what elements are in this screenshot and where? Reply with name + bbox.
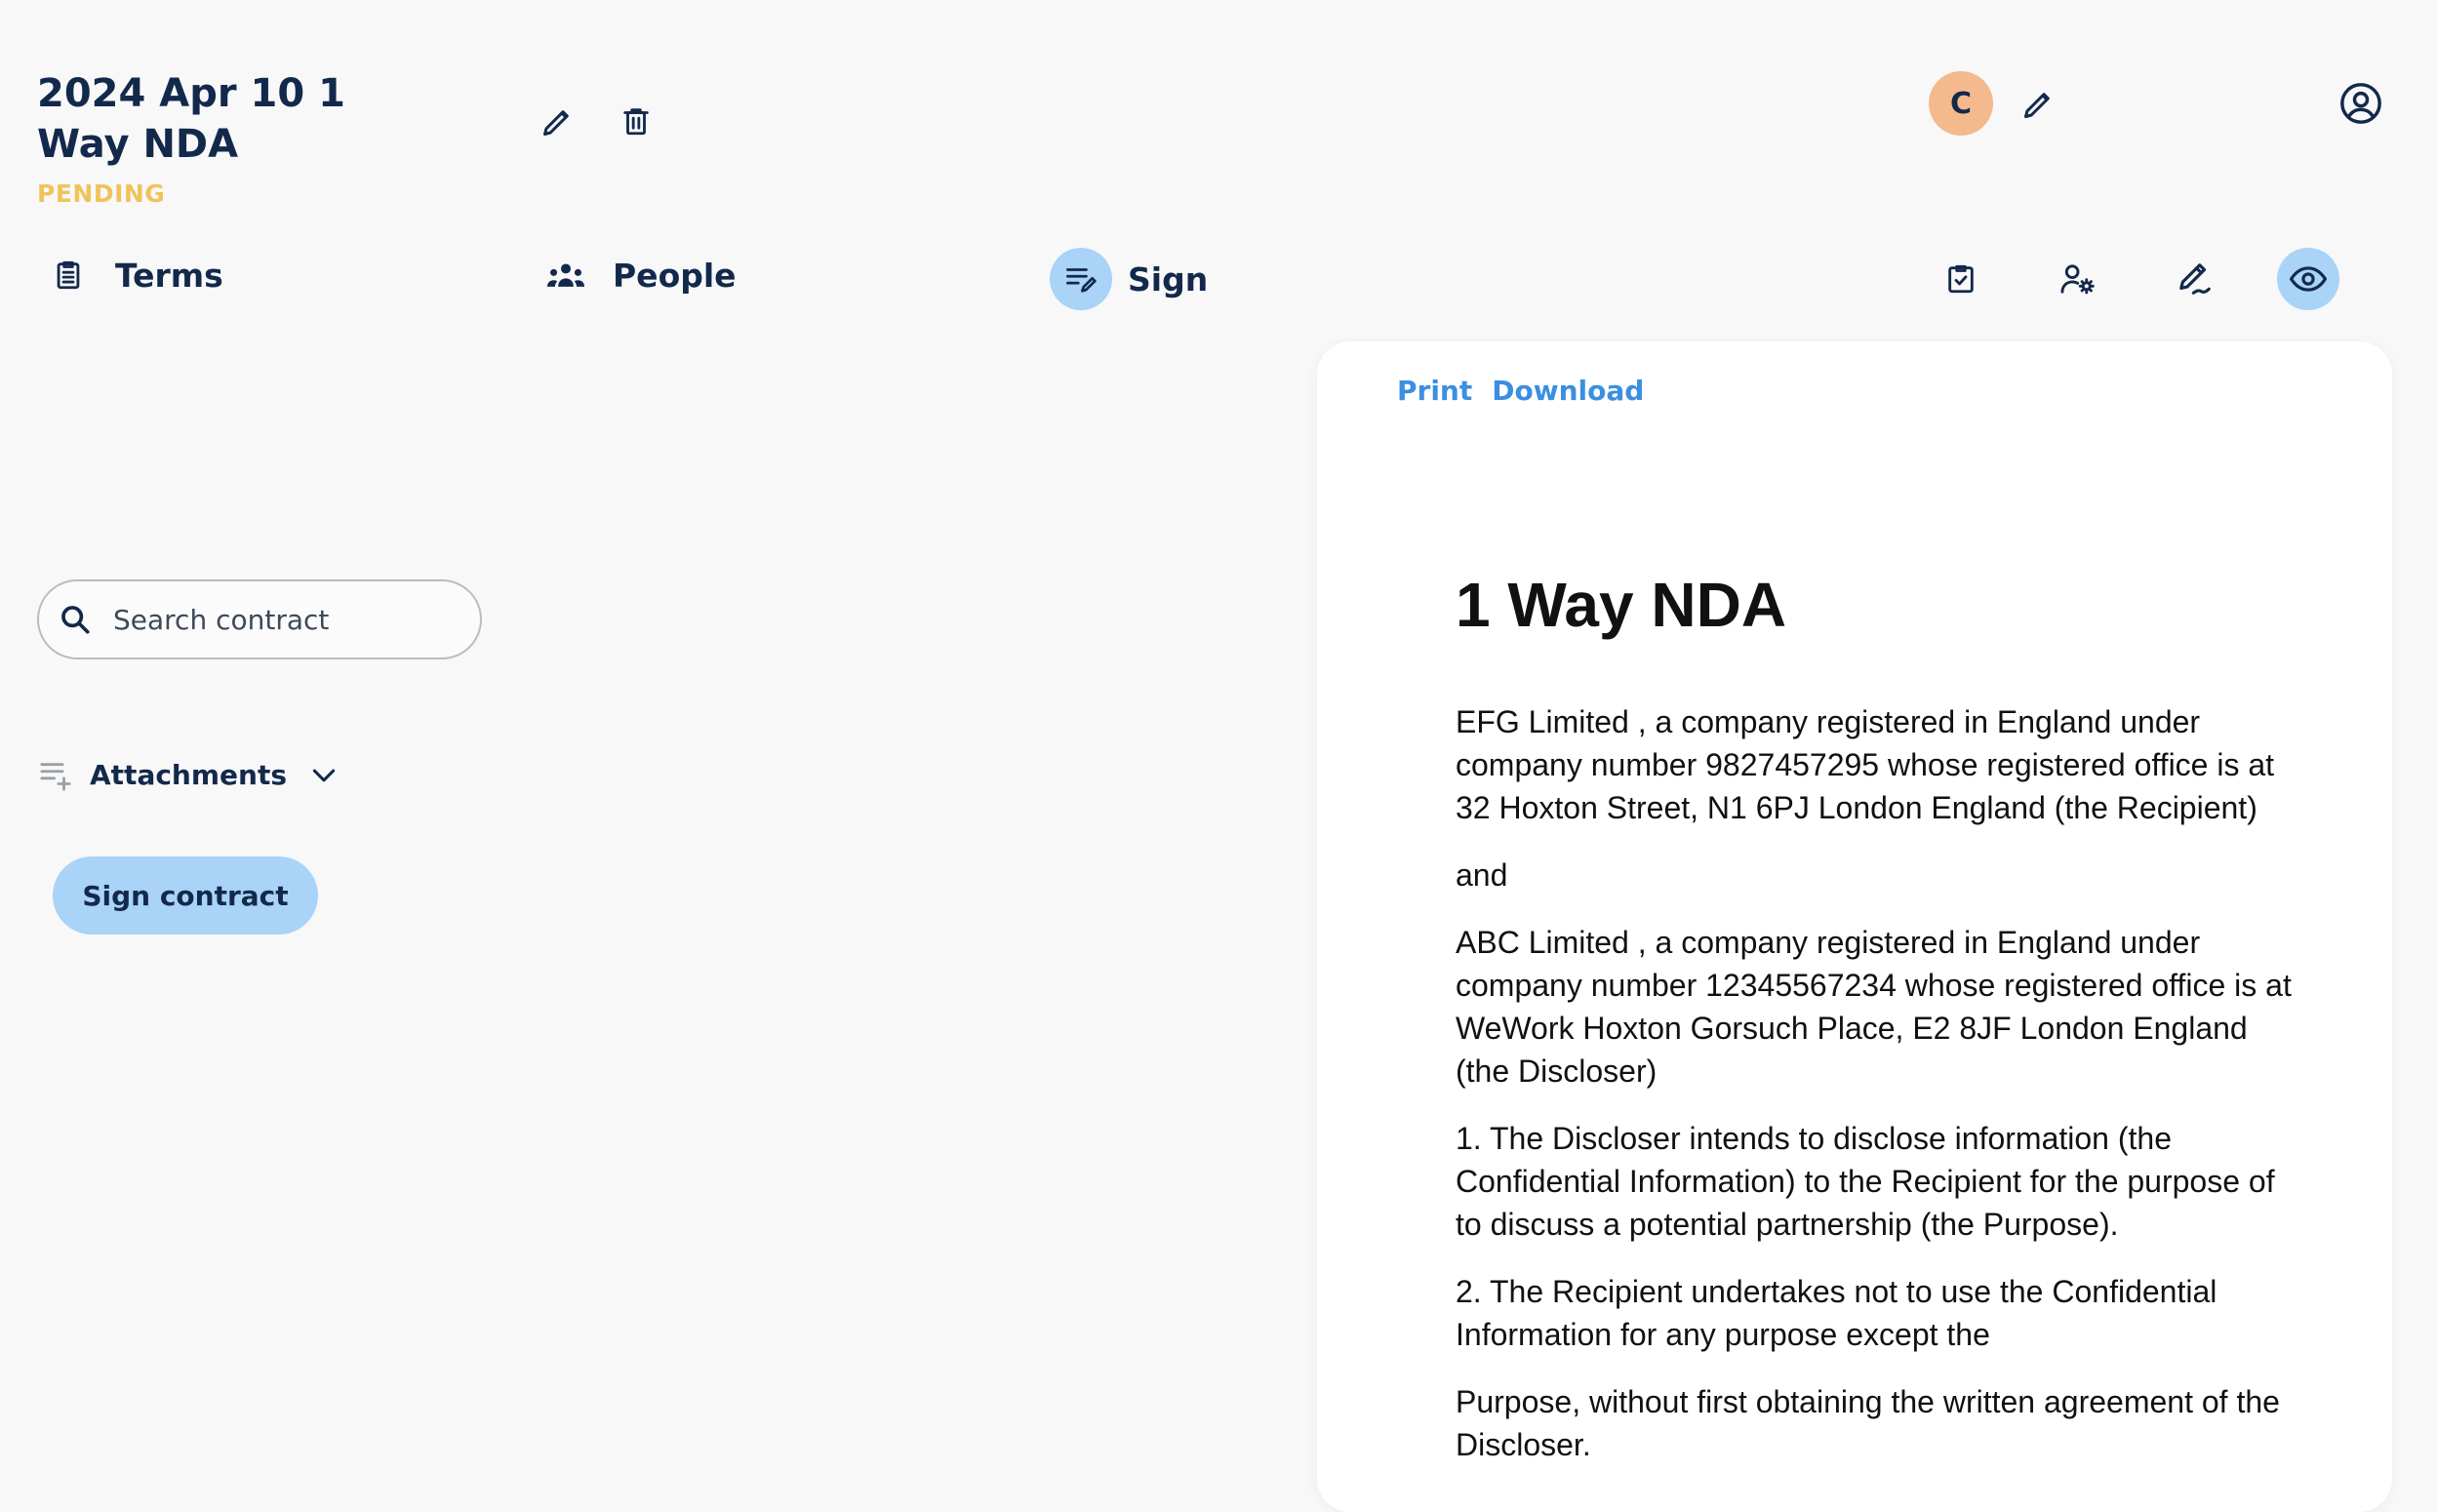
document-paragraph: 2. The Recipient undertakes not to use the Confidential Information for any purpose except the xyxy=(1456,1274,2217,1352)
document-title: 1 Way NDA xyxy=(1456,570,1787,640)
tab-people-icon-wrap xyxy=(544,256,587,295)
signature-button[interactable] xyxy=(2164,248,2226,310)
tab-sign[interactable] xyxy=(1050,248,1208,310)
contract-title: 2024 Apr 10 1 Way NDA xyxy=(37,71,345,167)
trash-icon xyxy=(619,103,653,139)
print-link[interactable]: Print xyxy=(1397,375,1473,407)
preview-button[interactable] xyxy=(2277,248,2339,310)
clipboard-icon xyxy=(52,257,85,294)
tab-people[interactable] xyxy=(544,256,737,295)
document-paragraph: and xyxy=(1456,857,1508,893)
document-paragraph: 1. The Discloser intends to disclose information (the Confidential Information) to the Recipient for the purpose of to discuss a potential partnership (the Purpose). xyxy=(1456,1121,2275,1242)
search-box[interactable] xyxy=(37,579,482,659)
tab-terms-label: Terms xyxy=(115,256,223,295)
eye-icon xyxy=(2290,265,2327,293)
account-button[interactable] xyxy=(2337,80,2384,127)
playlist-add-icon xyxy=(39,760,72,791)
pencil-icon xyxy=(2021,86,2057,121)
checklist-icon xyxy=(1944,261,1978,297)
attachments-toggle[interactable] xyxy=(39,759,336,791)
account-circle-icon xyxy=(2338,81,2383,126)
edit-participant-button[interactable] xyxy=(2019,84,2058,123)
attachments-label: Attachments xyxy=(90,759,288,791)
search-input[interactable] xyxy=(113,604,445,636)
tab-people-label: People xyxy=(613,256,737,295)
sign-list-icon xyxy=(1064,264,1098,294)
sign-contract-button[interactable]: Sign contract xyxy=(53,856,318,935)
chevron-down-icon xyxy=(312,768,336,783)
sign-pen-icon xyxy=(2177,260,2214,298)
people-group-icon xyxy=(545,260,586,290)
search-icon xyxy=(59,603,92,636)
document-preview xyxy=(1456,568,2295,1491)
avatar[interactable]: C xyxy=(1929,71,1993,136)
tab-sign-icon-wrap xyxy=(1050,248,1112,310)
document-paragraph: ABC Limited , a company registered in England under company number 12345567234 whose registered office is at WeWork Hoxton Gorsuch Place, E2 8JF London England (the Discloser) xyxy=(1456,925,2292,1089)
tab-terms-icon-wrap xyxy=(51,256,86,295)
user-settings-icon xyxy=(2059,261,2097,297)
edit-title-button[interactable] xyxy=(539,101,578,140)
tab-sign-label: Sign xyxy=(1128,259,1209,298)
download-link[interactable]: Download xyxy=(1492,375,1645,407)
pencil-icon xyxy=(540,103,576,139)
document-paragraph: Purpose, without first obtaining the written agreement of the Discloser. xyxy=(1456,1384,2280,1462)
participant-settings-button[interactable] xyxy=(2047,248,2109,310)
document-actions xyxy=(1397,375,1644,407)
status-badge: PENDING xyxy=(37,179,166,208)
delete-contract-button[interactable] xyxy=(617,101,656,140)
document-paragraph: EFG Limited , a company registered in England under company number 9827457295 whose registered office is at 32 Hoxton Street, N1 6PJ London England (the Recipient) xyxy=(1456,704,2275,825)
checklist-button[interactable] xyxy=(1930,248,1992,310)
tab-terms[interactable] xyxy=(51,256,223,295)
